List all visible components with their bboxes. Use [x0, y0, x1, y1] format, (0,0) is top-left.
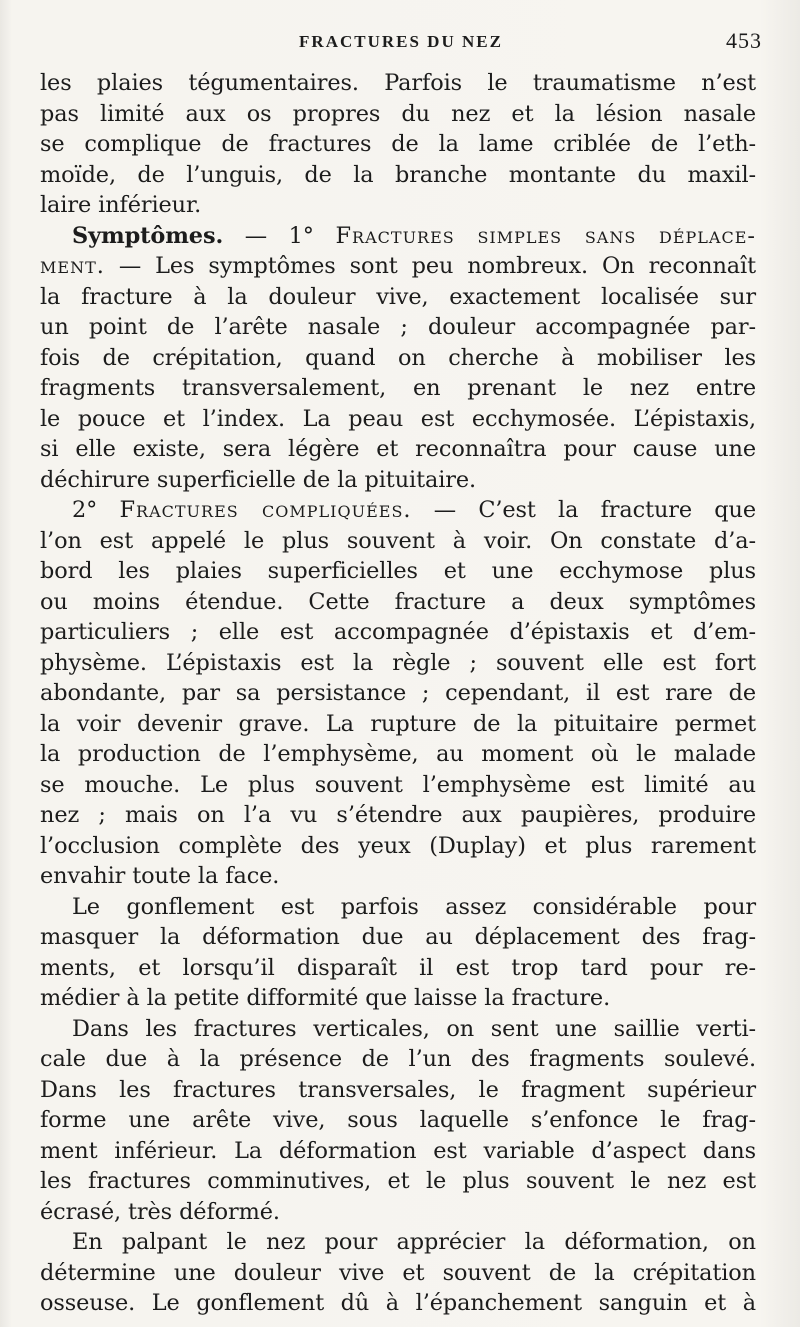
running-head	[40, 28, 762, 58]
text-line: la voir devenir grave. La rupture de la pituitaire permet	[40, 710, 756, 737]
text-line: déchirure superficielle de la pituitaire.	[40, 466, 477, 493]
text-line: Dans les fractures transversales, le fragment supérieur	[40, 1076, 756, 1103]
text-line: moïde, de l’unguis, de la branche montante du maxil-	[40, 161, 756, 188]
text-line: particuliers ; elle est accompagnée d’épistaxis et d’em-	[40, 619, 756, 645]
text-line: laire inférieur.	[40, 192, 202, 218]
text-line: forme une arête vive, sous laquelle s’enfonce le frag-	[40, 1107, 756, 1133]
page-number: 453	[726, 28, 762, 53]
text-line: les fractures comminutives, et le plus souvent le nez est	[40, 1168, 756, 1194]
text-line: masquer la déformation due au déplacement des frag-	[40, 924, 756, 950]
subsection-heading: ment.	[40, 253, 105, 279]
text-run: — Les symptômes sont peu nombreux. On reconnaît	[104, 253, 756, 279]
text-line: pas limité aux os propres du nez et la lésion nasale	[40, 100, 756, 127]
body-text	[40, 68, 756, 1319]
text-line: osseuse. Le gonflement dû à l’épanchement sanguin et à	[40, 1290, 756, 1316]
text-line	[40, 495, 756, 526]
text-line: les plaies tégumentaires. Parfois le traumatisme n’est	[40, 70, 756, 96]
text-line: si elle existe, sera légère et reconnaîtra pour cause une	[40, 436, 756, 462]
text-line: ments, et lorsqu’il disparaît il est trop tard pour re-	[40, 954, 756, 981]
text-line: envahir toute la face.	[40, 863, 280, 889]
text-run: — 1°	[223, 222, 336, 249]
text-line: un point de l’arête nasale ; douleur accompagnée par-	[40, 314, 756, 340]
text-line: détermine une douleur vive et souvent de la crépitation	[40, 1259, 756, 1286]
text-run: — C’est la fracture que	[411, 497, 756, 523]
text-line: l’occlusion complète des yeux (Duplay) et plus rarement	[40, 832, 756, 859]
text-line: bord les plaies superficielles et une ecchymose plus	[40, 558, 756, 584]
text-line: médier à la petite difformité que laisse la fracture.	[40, 985, 611, 1011]
text-line	[40, 221, 756, 252]
text-line: cale due à la présence de l’un des fragments soulevé.	[40, 1046, 756, 1072]
text-line: Dans les fractures verticales, on sent une saillie verti-	[72, 1015, 756, 1042]
text-line: fragments transversalement, en prenant le nez entre	[40, 375, 756, 401]
text-line: le pouce et l’index. La peau est ecchymosée. L’épistaxis,	[40, 405, 756, 432]
text-line	[40, 251, 756, 282]
text-line: En palpant le nez pour apprécier la déformation, on	[72, 1229, 756, 1255]
text-line: Le gonflement est parfois assez considérable pour	[72, 893, 756, 920]
text-line: l’on est appelé le plus souvent à voir. On constate d’a-	[40, 527, 756, 554]
text-line: ment inférieur. La déformation est variable d’aspect dans	[40, 1137, 756, 1164]
running-head-title: FRACTURES DU NEZ	[299, 32, 503, 51]
text-line: ou moins étendue. Cette fracture a deux symptômes	[40, 588, 756, 615]
subsection-heading: Fractures compliquées.	[119, 497, 412, 523]
text-run: 2°	[72, 497, 120, 523]
text-line: fois de crépitation, quand on cherche à mobiliser les	[40, 344, 756, 371]
text-line: abondante, par sa persistance ; cependant, il est rare de	[40, 680, 756, 706]
text-line: la production de l’emphysème, au moment où le malade	[40, 741, 756, 767]
text-line: physème. L’épistaxis est la règle ; souvent elle est fort	[40, 649, 756, 676]
text-line: la fracture à la douleur vive, exactement localisée sur	[40, 283, 756, 310]
text-line: se complique de fractures de la lame criblée de l’eth-	[40, 131, 756, 157]
text-line: nez ; mais on l’a vu s’étendre aux paupières, produire	[40, 802, 756, 828]
subsection-heading: Fractures simples sans déplace-	[335, 222, 756, 249]
text-line: se mouche. Le plus souvent l’emphysème est limité au	[40, 771, 756, 798]
section-heading: Symptômes.	[72, 222, 224, 249]
text-line: écrasé, très déformé.	[40, 1198, 280, 1225]
